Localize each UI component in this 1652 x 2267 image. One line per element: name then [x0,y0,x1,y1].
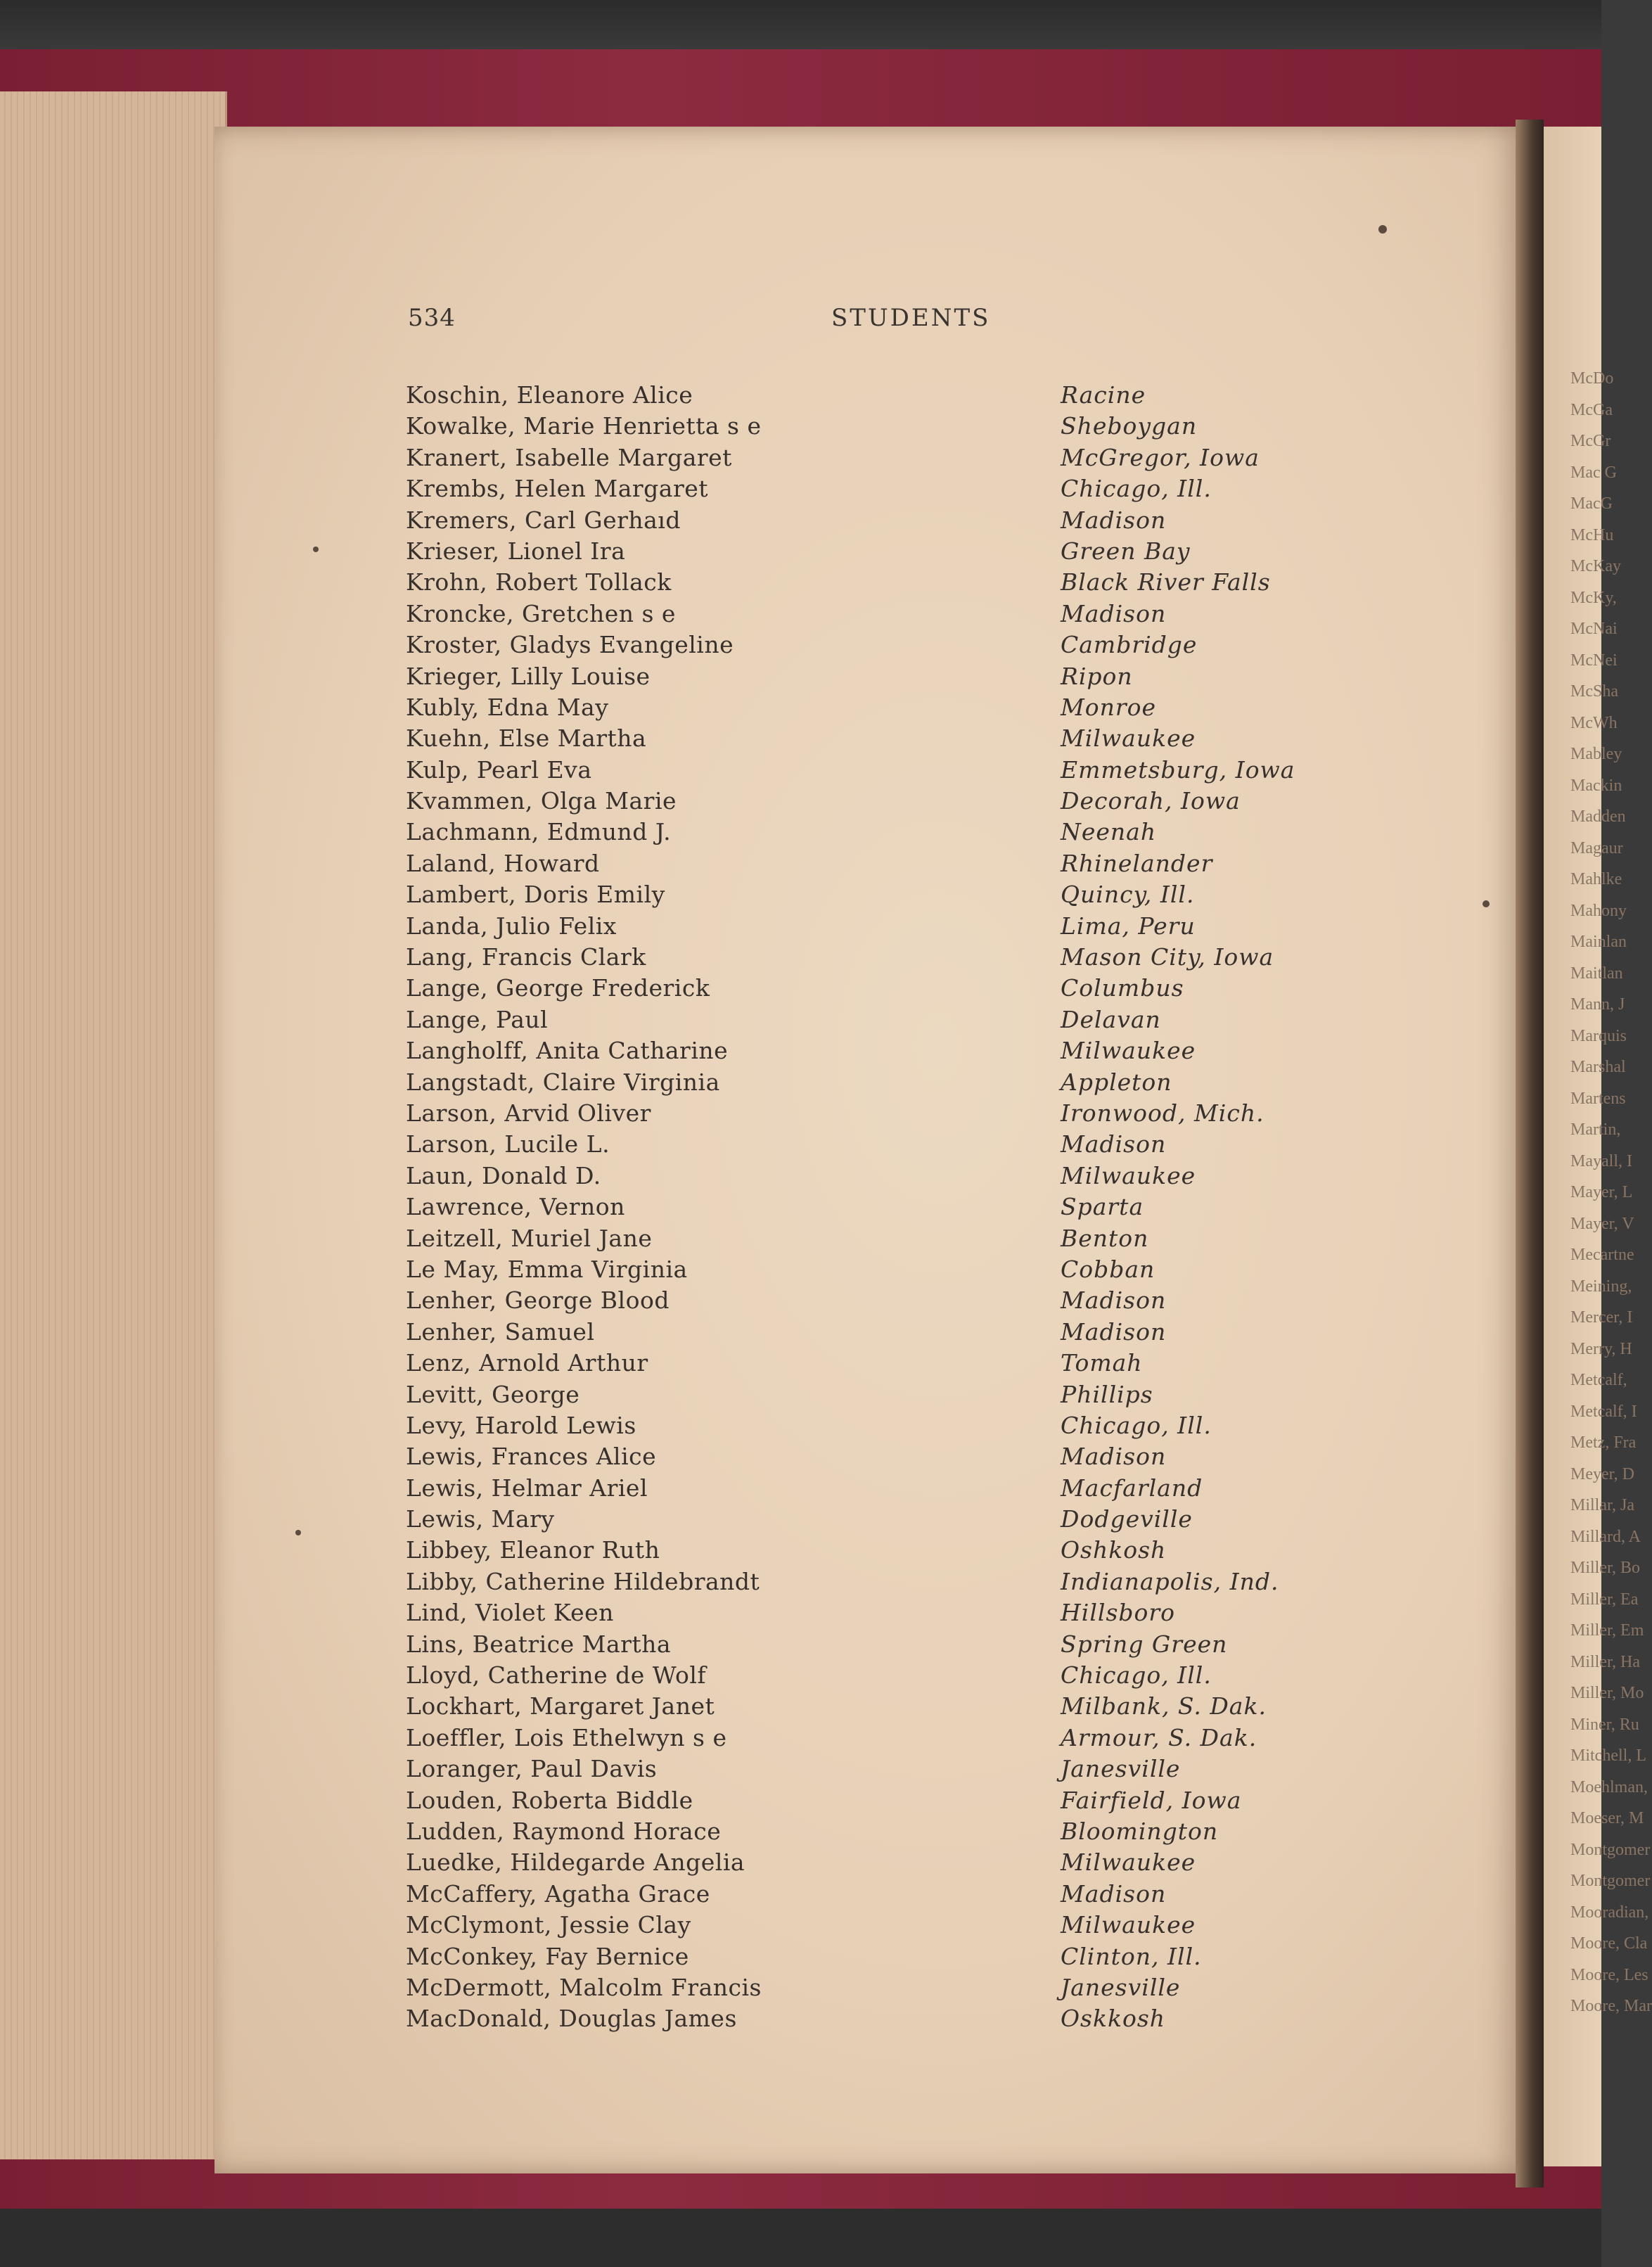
student-name: Lachmann, Edmund J. [406,818,672,846]
student-hometown: Chicago, Ill. [1061,475,1212,503]
facing-page-fragment: McSha [1570,682,1618,701]
student-hometown: Cambridge [1061,631,1198,659]
student-hometown: Quincy, Ill. [1061,881,1195,909]
student-name: Levy, Harold Lewis [406,1411,636,1439]
student-hometown: Emmetsburg, Iowa [1061,755,1295,784]
student-entry [394,1754,1378,1784]
student-entry [394,1254,1378,1285]
student-name: Kvammen, Olga Marie [406,787,677,815]
facing-page-fragment: Montgomer [1570,1840,1651,1859]
facing-page-fragment: Miller, Em [1570,1621,1644,1640]
student-entry [394,879,1378,910]
student-entry [394,442,1378,473]
student-entry [394,1910,1378,1941]
student-entry [394,1473,1378,1504]
facing-page-fragment: McNai [1570,620,1618,638]
facing-page-fragment: Mabley [1570,745,1622,763]
facing-page-fragment: Martens [1570,1089,1626,1108]
student-entry [394,723,1378,754]
student-entry [394,1723,1378,1754]
student-hometown: Janesville [1061,1755,1181,1783]
student-name: Langstadt, Claire Virginia [406,1068,720,1096]
student-name: Larson, Lucile L. [406,1130,610,1158]
student-entry [394,755,1378,786]
student-name: Libby, Catherine Hildebrandt [406,1567,760,1595]
student-hometown: Ironwood, Mich. [1061,1099,1264,1127]
running-title: STUDENTS [831,304,991,332]
student-hometown: Lima, Peru [1061,912,1196,940]
student-hometown: Sparta [1061,1193,1144,1221]
facing-page-fragment: Moehlman, [1570,1777,1648,1796]
paper-speck [295,1530,301,1535]
facing-page-fragment: Magaur [1570,838,1623,857]
student-hometown: Chicago, Ill. [1061,1661,1212,1690]
student-entry [394,567,1378,598]
facing-page-fragment: Mooradian, [1570,1903,1649,1922]
student-entry [394,661,1378,692]
student-entry [394,505,1378,536]
facing-page-fragment: Mecartne [1570,1246,1634,1264]
student-hometown: Armour, S. Dak. [1061,1723,1257,1751]
student-hometown: Spring Green [1061,1630,1228,1658]
student-name: Krieser, Lionel Ira [406,537,626,565]
student-hometown: Clinton, Ill. [1061,1942,1202,1970]
student-entry [394,1004,1378,1035]
facing-page-fragment: McGr [1570,432,1611,450]
facing-page-fragment: Miller, Mo [1570,1684,1644,1702]
student-entry [394,1629,1378,1660]
student-entry [394,1691,1378,1722]
facing-page-fragment: Moore, Mar [1570,1997,1652,2015]
student-entry [394,1816,1378,1847]
student-name: Loranger, Paul Davis [406,1755,658,1783]
student-entry [394,911,1378,942]
student-hometown: Macfarland [1061,1474,1203,1502]
facing-page-fragment: Miller, Ha [1570,1652,1641,1671]
student-name: Le May, Emma Virginia [406,1255,688,1283]
paper-speck [313,547,319,552]
facing-page-fragment: McWh [1570,713,1618,732]
facing-page-fragment: Mann, J [1570,995,1625,1014]
student-entry [394,1660,1378,1691]
student-hometown: Benton [1061,1224,1149,1252]
student-entry [394,1972,1378,2003]
facing-page-fragment: McGa [1570,400,1613,419]
facing-page-fragment: Marquis [1570,1026,1627,1045]
facing-page-fragment: Montgomer [1570,1872,1651,1890]
student-entry [394,1504,1378,1535]
student-entry [394,473,1378,504]
student-hometown: Rhinelander [1061,849,1213,877]
student-entry [394,848,1378,879]
student-name: Ludden, Raymond Horace [406,1817,722,1845]
student-name: Kowalke, Marie Henrietta s e [406,412,762,440]
student-name: Kroncke, Gretchen s e [406,599,676,627]
facing-page-fragment: Meining, [1570,1277,1632,1296]
student-hometown: Milwaukee [1061,1911,1196,1939]
student-name: Lewis, Mary [406,1505,555,1533]
student-roster [394,380,1378,2035]
facing-page-fragment: Millar, Ja [1570,1496,1635,1514]
student-hometown: Phillips [1061,1380,1153,1408]
student-entry [394,942,1378,973]
facing-page-fragment: McKay [1570,557,1621,575]
student-name: Krohn, Robert Tollack [406,568,672,596]
student-entry [394,817,1378,848]
student-name: Lloyd, Catherine de Wolf [406,1661,707,1690]
student-hometown: Oskkosh [1061,2005,1166,2033]
paper-speck [1378,225,1387,234]
student-hometown: Sheboygan [1061,412,1198,440]
student-name: Kremers, Carl Gerhaıd [406,506,681,534]
facing-page-fragment: Metcalf, [1570,1371,1627,1389]
student-hometown: Milwaukee [1061,1161,1196,1189]
student-hometown: Dodgeville [1061,1505,1193,1533]
student-hometown: Tomah [1061,1349,1143,1377]
facing-page-fragment: Moeser, M [1570,1809,1644,1827]
facing-page-fragment: Mayer, L [1570,1183,1633,1201]
student-hometown: Milwaukee [1061,1037,1196,1065]
page-number: 534 [408,304,456,332]
student-name: Larson, Arvid Oliver [406,1099,651,1127]
student-entry [394,1348,1378,1379]
facing-page-fragment: Mayer, V [1570,1214,1634,1233]
student-hometown: Neenah [1061,818,1157,846]
backdrop-bottom [0,2209,1601,2267]
student-hometown: Madison [1061,506,1167,534]
student-entry [394,536,1378,567]
student-entry [394,1161,1378,1192]
student-name: Kulp, Pearl Eva [406,755,592,784]
student-entry [394,2003,1378,2034]
facing-page-fragment: Maitlan [1570,964,1623,983]
student-name: Laland, Howard [406,849,600,877]
student-name: Krembs, Helen Margaret [406,475,709,503]
student-hometown: Delavan [1061,1005,1161,1033]
student-hometown: Chicago, Ill. [1061,1411,1212,1439]
student-entry [394,1441,1378,1472]
student-hometown: Oshkosh [1061,1536,1167,1564]
facing-page-fragment: Mainlan [1570,933,1627,951]
facing-page-fragment: McKy, [1570,588,1617,607]
facing-page-fragment: Metz, Fra [1570,1433,1637,1452]
student-name: McConkey, Fay Bernice [406,1942,689,1970]
student-entry [394,599,1378,630]
student-name: Lind, Violet Keen [406,1599,614,1627]
student-name: Levitt, George [406,1380,580,1408]
facing-page-fragment: Mahlke [1570,870,1622,888]
student-name: Luedke, Hildegarde Angelia [406,1848,745,1877]
student-entry [394,1067,1378,1098]
student-hometown: Black River Falls [1061,568,1271,596]
student-name: Landa, Julio Felix [406,912,617,940]
student-entry [394,1317,1378,1348]
student-name: Lawrence, Vernon [406,1193,625,1221]
student-hometown: Madison [1061,1443,1167,1471]
student-entry [394,630,1378,660]
student-hometown: Fairfield, Iowa [1061,1786,1242,1814]
facing-page-fragment: McNei [1570,651,1618,670]
student-name: McClymont, Jessie Clay [406,1911,691,1939]
facing-page-fragment: Miller, Ea [1570,1590,1639,1609]
facing-page-fragment: Marshal [1570,1058,1626,1076]
student-hometown: Milwaukee [1061,724,1196,753]
student-name: Langholff, Anita Catharine [406,1037,729,1065]
student-entry [394,1035,1378,1066]
facing-page-fragment: Madden [1570,807,1626,826]
student-name: Lange, Paul [406,1005,549,1033]
facing-page-fragment: Mackin [1570,776,1622,795]
student-name: Lang, Francis Clark [406,943,646,971]
student-hometown: Green Bay [1061,537,1191,565]
student-entry [394,1535,1378,1566]
facing-page-fragment: MacG [1570,494,1613,513]
student-hometown: Monroe [1061,693,1157,721]
student-name: Kubly, Edna May [406,693,609,721]
student-hometown: Appleton [1061,1068,1172,1096]
student-hometown: Madison [1061,1317,1167,1346]
page-stack-edge [0,91,227,2159]
student-name: Lambert, Doris Emily [406,881,665,909]
student-hometown: Hillsboro [1061,1599,1176,1627]
facing-page-fragment: Moore, Cla [1570,1934,1648,1953]
student-hometown: Indianapolis, Ind. [1061,1567,1279,1595]
facing-page-fragment: Metcalf, I [1570,1402,1637,1421]
student-hometown: Janesville [1061,1973,1181,2001]
student-hometown: Ripon [1061,662,1133,690]
student-hometown: Columbus [1061,974,1184,1002]
student-name: MacDonald, Douglas James [406,2005,737,2033]
student-name: Lenher, Samuel [406,1317,595,1346]
student-hometown: Madison [1061,1130,1167,1158]
student-entry [394,1597,1378,1628]
student-entry [394,1098,1378,1129]
student-hometown: Racine [1061,381,1146,409]
student-name: Lenz, Arnold Arthur [406,1349,648,1377]
student-name: Libbey, Eleanor Ruth [406,1536,660,1564]
student-entry [394,1941,1378,1972]
student-hometown: Bloomington [1061,1817,1219,1845]
student-entry [394,1192,1378,1222]
student-name: McCaffery, Agatha Grace [406,1879,710,1908]
facing-page-fragment: Miller, Bo [1570,1559,1641,1577]
facing-page-fragment: McHu [1570,525,1614,544]
facing-page-fragment: Meyer, D [1570,1464,1635,1483]
student-entry [394,1879,1378,1910]
student-hometown: Madison [1061,1879,1167,1908]
student-name: Louden, Roberta Biddle [406,1786,693,1814]
student-hometown: Mason City, Iowa [1061,943,1274,971]
facing-page-fragment: Moore, Les [1570,1965,1648,1984]
book-gutter [1516,120,1544,2188]
student-name: Leitzell, Muriel Jane [406,1224,653,1252]
student-name: Kranert, Isabelle Margaret [406,443,732,471]
student-name: Laun, Donald D. [406,1161,601,1189]
student-entry [394,1785,1378,1816]
student-entry [394,1223,1378,1254]
student-entry [394,973,1378,1004]
student-name: Lewis, Helmar Ariel [406,1474,648,1502]
student-hometown: Milbank, S. Dak. [1061,1692,1267,1720]
facing-page-fragment: McDo [1570,369,1614,388]
facing-page-edge [1544,127,1652,2166]
student-entry [394,380,1378,411]
facing-page-fragment: Miner, Ru [1570,1715,1639,1734]
student-entry [394,1847,1378,1878]
student-name: Kroster, Gladys Evangeline [406,631,734,659]
student-name: Lange, George Frederick [406,974,710,1002]
student-entry [394,1566,1378,1597]
student-hometown: Decorah, Iowa [1061,787,1241,815]
student-name: Lockhart, Margaret Janet [406,1692,715,1720]
student-name: Loeffler, Lois Ethelwyn s e [406,1723,727,1751]
student-name: Lenher, George Blood [406,1286,670,1315]
student-entry [394,786,1378,817]
facing-page-fragment: Mitchell, L [1570,1746,1646,1765]
facing-page-fragment: Mahony [1570,901,1627,920]
student-entry [394,1285,1378,1316]
student-entry [394,411,1378,442]
facing-page-fragment: Millard, A [1570,1527,1641,1546]
student-name: Krieger, Lilly Louise [406,662,651,690]
student-name: Koschin, Eleanore Alice [406,381,693,409]
student-entry [394,1410,1378,1441]
student-entry [394,1379,1378,1410]
student-hometown: Madison [1061,599,1167,627]
student-hometown: Milwaukee [1061,1848,1196,1877]
facing-page-fragment: Martin, [1570,1120,1621,1139]
student-name: Kuehn, Else Martha [406,724,647,753]
student-name: Lewis, Frances Alice [406,1443,657,1471]
backdrop [0,0,1601,56]
student-name: Lins, Beatrice Martha [406,1630,672,1658]
student-entry [394,1129,1378,1160]
student-entry [394,692,1378,723]
student-hometown: Madison [1061,1286,1167,1315]
page-header [408,304,1041,339]
facing-page-fragment: Merry, H [1570,1339,1632,1358]
facing-page-fragment: Mercer, I [1570,1308,1633,1327]
student-name: McDermott, Malcolm Francis [406,1973,762,2001]
paper-speck [1483,900,1490,907]
facing-page-fragment: Mac G [1570,463,1617,482]
facing-page-fragment: Mayall, I [1570,1151,1632,1170]
student-hometown: Cobban [1061,1255,1155,1283]
student-hometown: McGregor, Iowa [1061,443,1260,471]
